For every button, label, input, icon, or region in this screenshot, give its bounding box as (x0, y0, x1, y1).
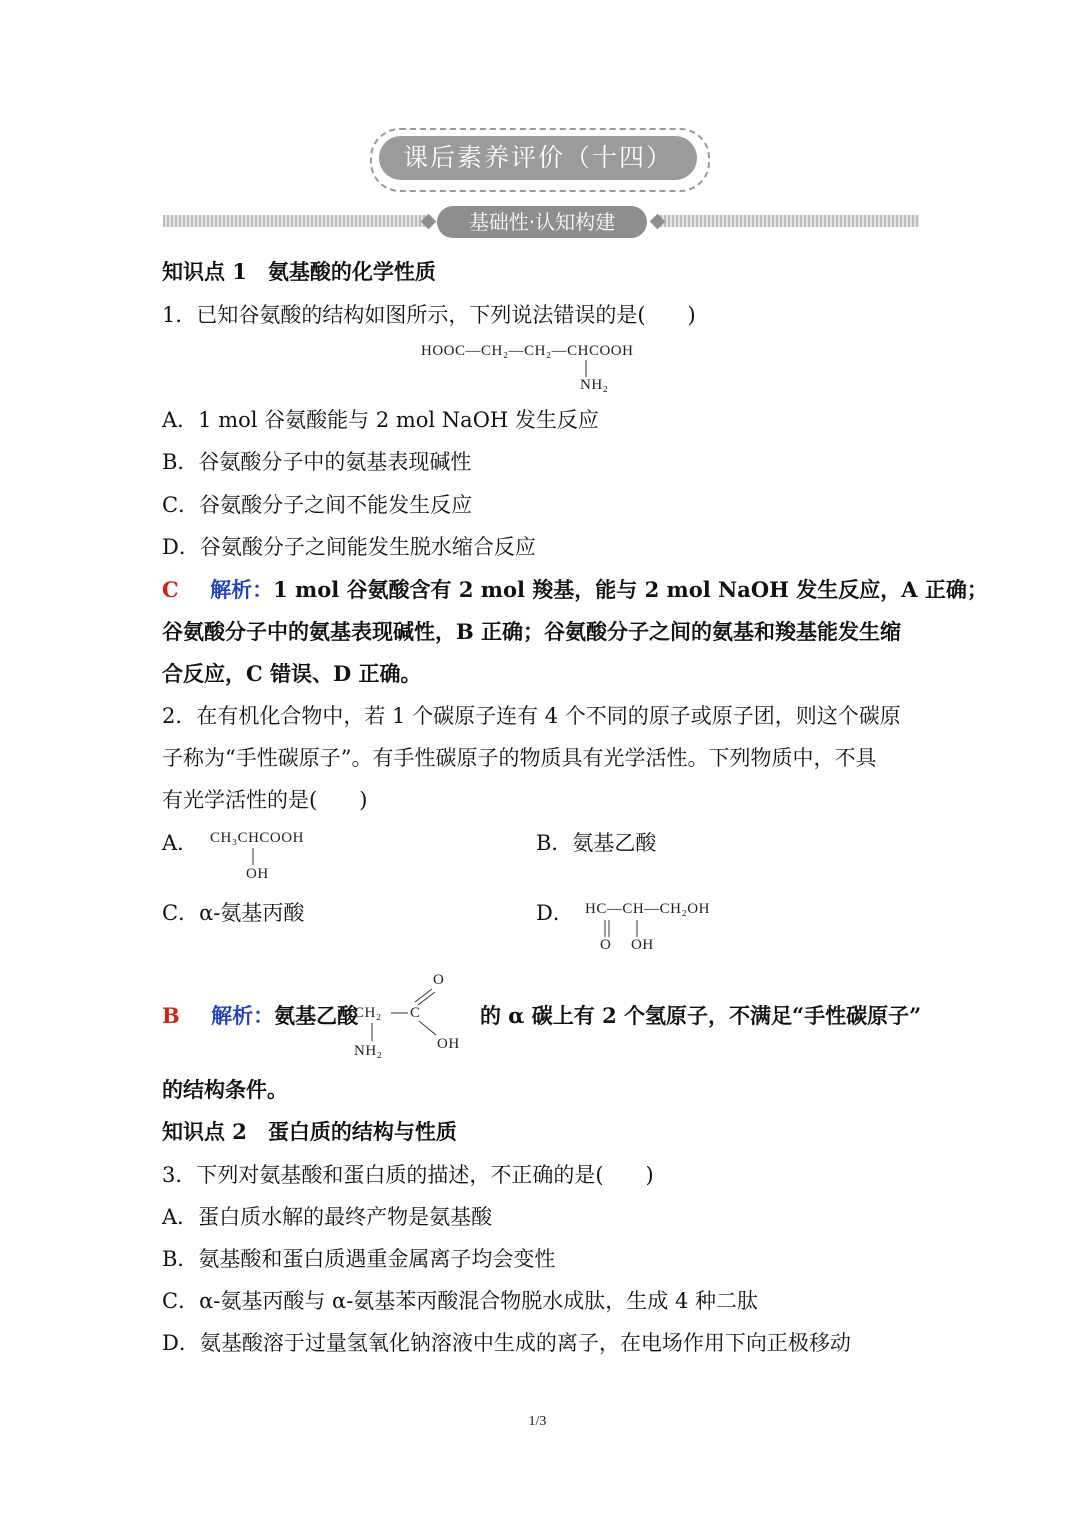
q2-option-a-bond (250, 848, 256, 866)
q2-option-b: B．氨基乙酸 (536, 831, 657, 855)
q2-option-a-structure-sub: OH (246, 866, 269, 882)
q1-structure-sub: NH₂ (580, 377, 609, 393)
q1-structure-main: HOOC—CH₂—CH₂—CHCOOH (421, 343, 634, 359)
glycine-carbon: C (410, 1005, 421, 1021)
q2-option-d-structure-main: HC—CH—CH₂OH (585, 901, 710, 917)
q2-option-d-hydroxyl: OH (631, 937, 654, 953)
section-label: 基础性·认知构建 (437, 206, 647, 238)
section-band-right (656, 215, 919, 227)
q3-option-c: C．α-氨基丙酸与 α-氨基苯丙酸混合物脱水成肽，生成 4 种二肽 (162, 1289, 759, 1313)
q2-option-a-label: A． (162, 831, 199, 855)
glycine-amino: NH₂ (354, 1043, 383, 1059)
glycine-carbonyl-oxygen: O (433, 972, 445, 988)
glycine-bonds (350, 985, 450, 1045)
q2-explanation-pre: 氨基乙酸 (274, 1003, 359, 1028)
q2-option-d-oxygen: O (600, 937, 612, 953)
q2-explanation-end: 的结构条件。 (162, 1077, 288, 1102)
q3-option-a: A．蛋白质水解的最终产物是氨基酸 (162, 1205, 493, 1229)
q1-option-a: A．1 mol 谷氨酸能与 2 mol NaOH 发生反应 (162, 408, 599, 432)
page-number: 1/3 (528, 1414, 547, 1429)
q1-stem: 1．已知谷氨酸的结构如图所示，下列说法错误的是( ) (162, 303, 696, 327)
q1-explanation-line-1 (162, 576, 988, 604)
q2-option-a-structure-main: CH₃CHCOOH (210, 830, 304, 846)
q2-stem-line-3: 有光学活性的是( ) (162, 788, 368, 812)
q1-explanation-label: 解析： (210, 577, 274, 602)
q1-structure-bond (583, 360, 589, 378)
q2-option-c: C．α-氨基丙酸 (162, 901, 305, 925)
q2-option-d-bonds (602, 919, 642, 939)
q1-option-c: C．谷氨酸分子之间不能发生反应 (162, 493, 473, 517)
q3-stem: 3．下列对氨基酸和蛋白质的描述，不正确的是( ) (162, 1163, 654, 1187)
glycine-hydroxyl: OH (437, 1036, 460, 1052)
q3-option-d: D．氨基酸溶于过量氢氧化钠溶液中生成的离子，在电场作用下向正极移动 (162, 1331, 851, 1355)
knowledge-point-1: 知识点 1 氨基酸的化学性质 (162, 259, 436, 284)
knowledge-point-2: 知识点 2 蛋白质的结构与性质 (162, 1119, 457, 1144)
q1-option-d: D．谷氨酸分子之间能发生脱水缩合反应 (162, 535, 536, 559)
q1-answer: C (162, 577, 179, 602)
q2-stem-line-2: 子称为“手性碳原子”。有手性碳原子的物质具有光学活性。下列物质中，不具 (162, 746, 877, 770)
q1-explanation-line-2: 谷氨酸分子中的氨基表现碱性，B 正确；谷氨酸分子之间的氨基和羧基能发生缩 (162, 619, 902, 644)
section-band-left (163, 215, 428, 227)
q2-stem-line-1: 2．在有机化合物中，若 1 个碳原子连有 4 个不同的原子或原子团，则这个碳原 (162, 704, 901, 728)
q2-explanation-post: 的 α 碳上有 2 个氢原子，不满足“手性碳原子” (480, 1003, 922, 1028)
q3-option-b: B．氨基酸和蛋白质遇重金属离子均会变性 (162, 1247, 556, 1271)
q1-explanation-text-1: 1 mol 谷氨酸含有 2 mol 羧基，能与 2 mol NaOH 发生反应，A 正确； (273, 577, 988, 602)
q2-explanation-label: 解析： (211, 1003, 275, 1028)
q2-answer: B (162, 1003, 180, 1028)
q2-explanation-start (162, 1002, 358, 1030)
q2-option-d-label: D． (536, 901, 574, 925)
q1-explanation-line-3: 合反应，C 错误、D 正确。 (162, 661, 422, 686)
glycine-ch2: CH₂ (354, 1005, 382, 1021)
page-title: 课后素养评价（十四） (379, 136, 697, 180)
q1-option-b: B．谷氨酸分子中的氨基表现碱性 (162, 450, 472, 474)
